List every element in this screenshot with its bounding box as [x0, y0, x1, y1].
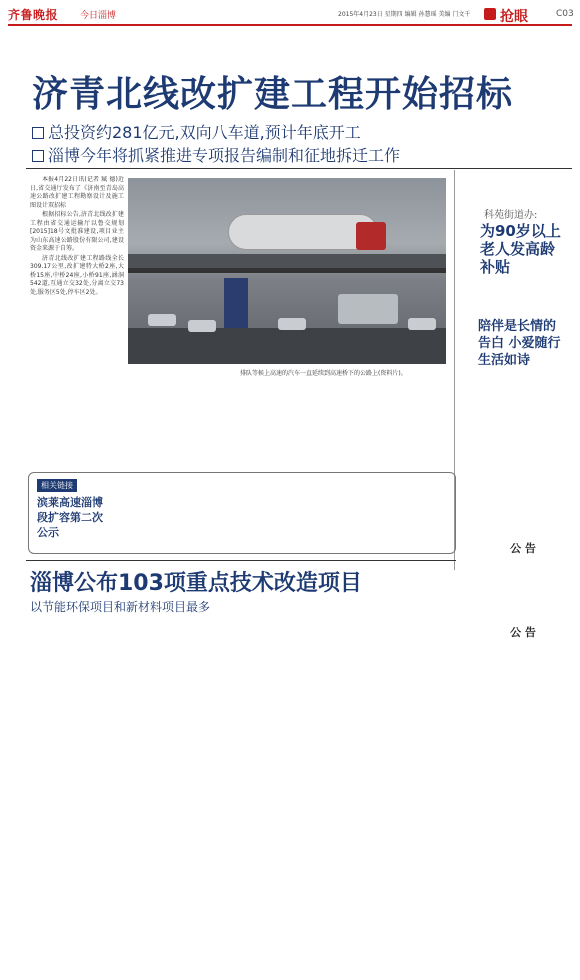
lead-subhead-2-text: 淄博今年将抓紧推进专项报告编制和征地拆迁工作 [48, 146, 401, 165]
truck-cab [356, 222, 386, 250]
lead-subhead-2 [32, 143, 400, 166]
related-headline: 滨莱高速淄博段扩容第二次公示 [37, 496, 103, 539]
newspaper-logo: 齐鲁晚报 [8, 8, 59, 22]
lead-subhead-1 [32, 120, 361, 143]
rail-kicker: 科苑街道办: [484, 210, 538, 221]
section2-headline: 淄博公布103项重点技术改造项目 [30, 571, 362, 596]
lead-subhead-1-text: 总投资约281亿元,双向八车道,预计年底开工 [48, 123, 361, 142]
editor: 编辑 孙慧瑶 [404, 11, 437, 18]
car [278, 318, 306, 330]
issue-info [338, 9, 470, 18]
related-link-box [28, 472, 456, 554]
edition-name: 今日淄博 [80, 11, 117, 21]
rail-headline-2: 陪伴是长情的告白 小爱随行生活如诗 [478, 319, 561, 368]
checkbox-bullet-icon [32, 150, 44, 162]
car [148, 314, 176, 326]
checkbox-bullet-icon [32, 127, 44, 139]
notice-heading: 公 告 [510, 542, 536, 555]
road [128, 328, 446, 364]
headline-rule [26, 168, 572, 169]
car [408, 318, 436, 330]
page-number: C03 [556, 9, 574, 19]
section-icon [484, 8, 496, 20]
highway-photo [128, 178, 446, 364]
lead-paragraph: 根据招标公告,济青北线改扩建工程由省交通运输厅以鲁交规划[2015]18号文批准建设,项目业主为山东高速公路股份有限公司,建设资金来源于自筹。 [30, 211, 124, 252]
lead-body-column [30, 176, 124, 466]
bus [338, 294, 398, 324]
photo-caption: 排队等候上高速的汽车一直延续到高速桥下的公路上(资料片)。 [240, 370, 407, 377]
lead-headline: 济青北线改扩建工程开始招标 [32, 74, 514, 115]
section2-subhead: 以节能环保项目和新材料项目最多 [30, 600, 211, 614]
lead-paragraph: 本报4月22日讯(记者 臧 德)近日,省交通厅发布了《济南至青岛高速公路改扩建工程勘察设计及施工图设计双招标 [30, 176, 124, 209]
lead-paragraph: 济青北线改扩建工程路线全长309.17公里,改扩建特大桥2座,大桥15座,中桥24座,小桥91座,涵洞542道,互通立交32处,分离立交73处,服务区5处,停车区2处。 [30, 254, 124, 296]
notice-heading: 公 告 [510, 626, 536, 639]
issue-date: 2015年4月23日 [338, 11, 383, 18]
designer: 美编 门文千 [438, 11, 471, 18]
section-rule [26, 560, 456, 561]
masthead [8, 6, 572, 26]
rail-headline: 为90岁以上老人发高龄补贴 [480, 222, 561, 276]
section-name: 抢眼 [500, 9, 528, 25]
issue-weekday: 星期四 [384, 11, 403, 18]
overpass [128, 254, 446, 268]
overpass-shadow [128, 268, 446, 273]
car [188, 320, 216, 332]
related-tag: 相关链接 [37, 479, 77, 492]
